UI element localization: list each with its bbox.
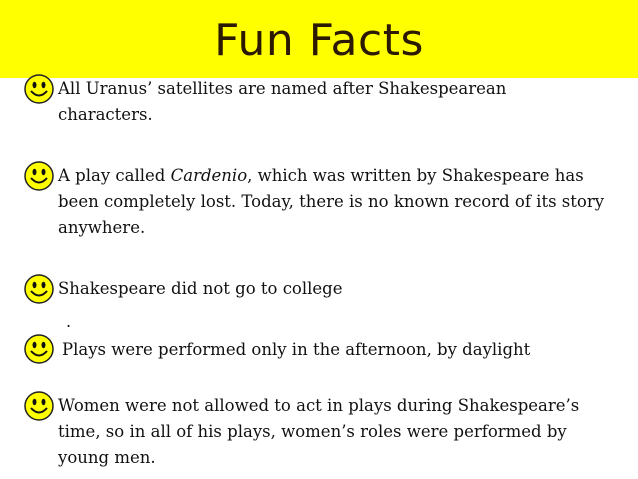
smiley-face-icon [23,160,55,192]
smiley-face-icon [23,73,55,105]
fact-text: A play called [58,166,171,185]
stray-mark: . [66,312,72,331]
smiley-face-icon [23,333,55,365]
fact-daylight-plays: Plays were performed only in the afternoon, by daylight [62,340,531,359]
smiley-face-icon [23,273,55,305]
fact-women-roles: Women were not allowed to act in plays during Shakespeare’s time, so in all of his plays, women’s roles were performed by young men. [58,396,580,467]
fact-text: , which was written by Shakespeare has been completely lost. Today, there is no known record of its story anywhere. [58,166,605,237]
title-bar [0,0,638,78]
fact-college: Shakespeare did not go to college [58,279,343,298]
smiley-face-icon [23,390,55,422]
fact-uranus-satellites: All Uranus’ satellites are named after Shakespearean characters. [58,79,507,124]
fact-cardenio [58,163,618,241]
play-title: Cardenio [170,166,248,185]
slide-title: Fun Facts [214,15,424,66]
